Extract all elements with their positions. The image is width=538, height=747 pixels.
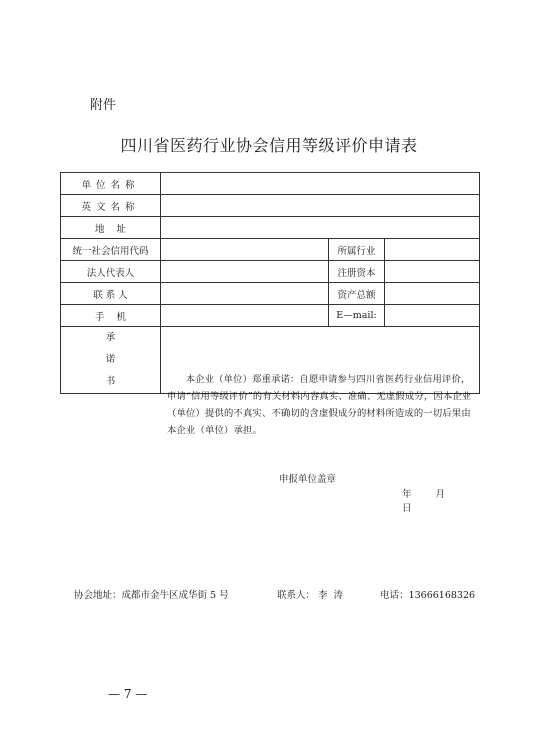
- row-address: [61, 217, 480, 239]
- label-credit-code: 统一社会信用代码: [61, 239, 161, 261]
- commitment-text: 本企业（单位）郑重承诺：自愿申请参与四川省医药行业信用评价，申请“信用等级评价”的有关材料内容真实、准确、无虚假成分，因本企业（单位）提供的不真实、不确切的含虚假成分的材料所造成的一切后果由本企业（单位）承担。: [167, 374, 472, 436]
- label-email: E—mail:: [329, 305, 385, 327]
- label-english-name: 英文名称: [61, 195, 161, 217]
- label-contact: 联 系 人: [61, 283, 161, 305]
- date-day: 日: [402, 503, 412, 514]
- commitment-label-char-2: 诺: [105, 354, 116, 365]
- footer: [74, 587, 494, 601]
- label-registered-capital: 注册资本: [329, 261, 385, 283]
- commitment-label: [61, 327, 161, 394]
- label-legal-rep: 法人代表人: [61, 261, 161, 283]
- seal-label: 申报单位盖章: [279, 474, 337, 485]
- field-credit-code[interactable]: [161, 239, 329, 261]
- row-contact: [61, 283, 480, 305]
- label-unit-name: 单位名称: [61, 173, 161, 195]
- date-month: 月: [435, 489, 446, 500]
- row-commitment: [61, 327, 480, 394]
- row-english-name: [61, 195, 480, 217]
- field-unit-name[interactable]: [161, 173, 480, 195]
- field-address[interactable]: [161, 217, 480, 239]
- footer-contact: 联系人： 李 涛: [277, 590, 344, 601]
- label-mobile: 手 机: [61, 305, 161, 327]
- row-unit-name: [61, 173, 480, 195]
- commitment-label-char-3: 书: [105, 376, 116, 387]
- field-total-assets[interactable]: [385, 283, 480, 305]
- commitment-body: [161, 327, 480, 514]
- row-legal-rep: [61, 261, 480, 283]
- commitment-label-char-1: 承: [105, 332, 116, 343]
- row-credit-code: [61, 239, 480, 261]
- field-mobile[interactable]: [161, 305, 329, 327]
- date-year: 年: [402, 489, 412, 500]
- attachment-label: 附件: [90, 98, 117, 113]
- application-form-table: [60, 172, 480, 514]
- row-mobile: [61, 305, 480, 327]
- form-title: 四川省医药行业协会信用等级评价申请表: [120, 136, 418, 155]
- footer-address: 协会地址：成都市金牛区成华街 5 号: [74, 590, 229, 601]
- field-english-name[interactable]: [161, 195, 480, 217]
- field-email[interactable]: [385, 305, 480, 327]
- label-address: 地 址: [61, 217, 161, 239]
- footer-phone: 电话：13666168326: [380, 590, 476, 601]
- field-contact[interactable]: [161, 283, 329, 305]
- label-industry: 所属行业: [329, 239, 385, 261]
- field-registered-capital[interactable]: [385, 261, 480, 283]
- date-line: [402, 486, 479, 514]
- label-total-assets: 资产总额: [329, 283, 385, 305]
- field-legal-rep[interactable]: [161, 261, 329, 283]
- page-number: — 7 —: [108, 687, 148, 701]
- field-industry[interactable]: [385, 239, 480, 261]
